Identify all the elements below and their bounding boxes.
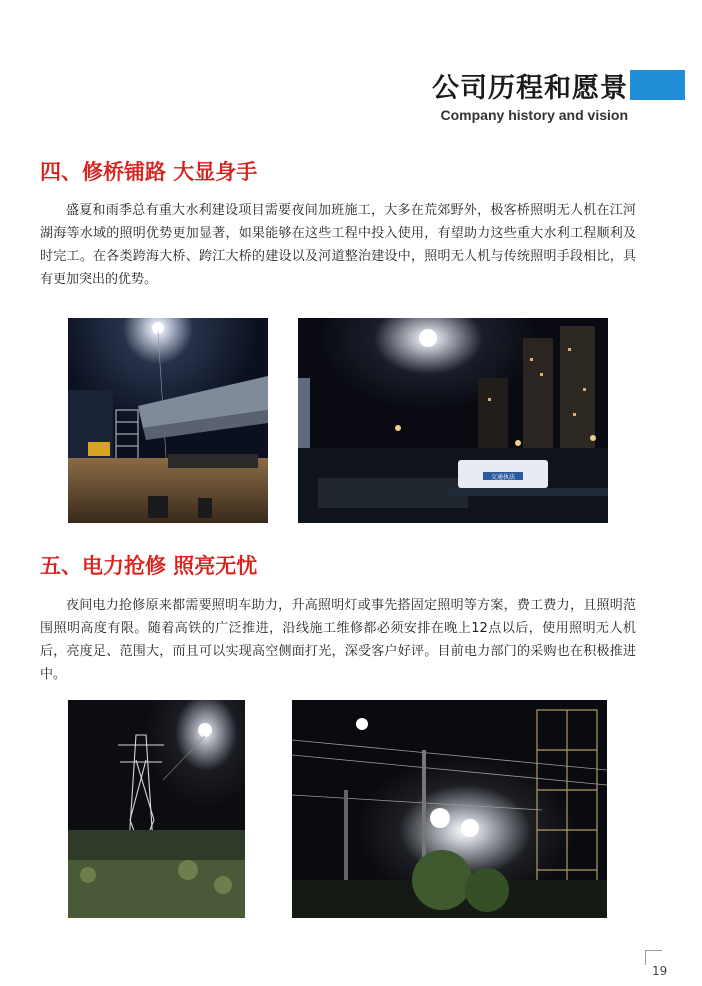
header-accent-bar	[630, 70, 685, 100]
power-tower-night-photo	[68, 700, 245, 918]
section-title-bridge: 四、修桥铺路 大显身手	[40, 160, 258, 184]
page-corner-mark	[645, 950, 662, 965]
boat-label-text: 交通执法	[490, 474, 516, 481]
section-paragraph-power: 夜间电力抢修原来都需要照明车助力，升高照明灯或事先搭固定照明等方案，费工费力，且照明范围照明高度有限。随着高铁的广泛推进，沿线施工维修都必须安排在晚上12点以后，使用照明无人机后，亮度足、范围大，而且可以实现高空侧面打光，深受客户好评。目前电力部门的采购也在积极推进中。	[40, 598, 636, 682]
header-title: 公司历程和愿景	[432, 73, 628, 104]
header-subtitle: Company history and vision	[440, 107, 628, 123]
section-paragraph-bridge: 盛夏和雨季总有重大水利建设项目需要夜间加班施工，大多在荒郊野外，极客桥照明无人机在江河湖海等水域的照明优势更加显著，如果能够在这些工程中投入使用，有望助力这些重大水利工程顺利及时完工。在各类跨海大桥、跨江大桥的建设以及河道整治建设中，照明无人机与传统照明手段相比，具有更加突出的优势。	[40, 203, 636, 287]
section-title-power: 五、电力抢修 照亮无忧	[40, 554, 258, 578]
railway-catenary-night-photo	[292, 700, 607, 918]
river-boat-night-photo	[298, 318, 608, 523]
bridge-construction-night-photo	[68, 318, 268, 523]
page-number: 19	[652, 964, 668, 978]
